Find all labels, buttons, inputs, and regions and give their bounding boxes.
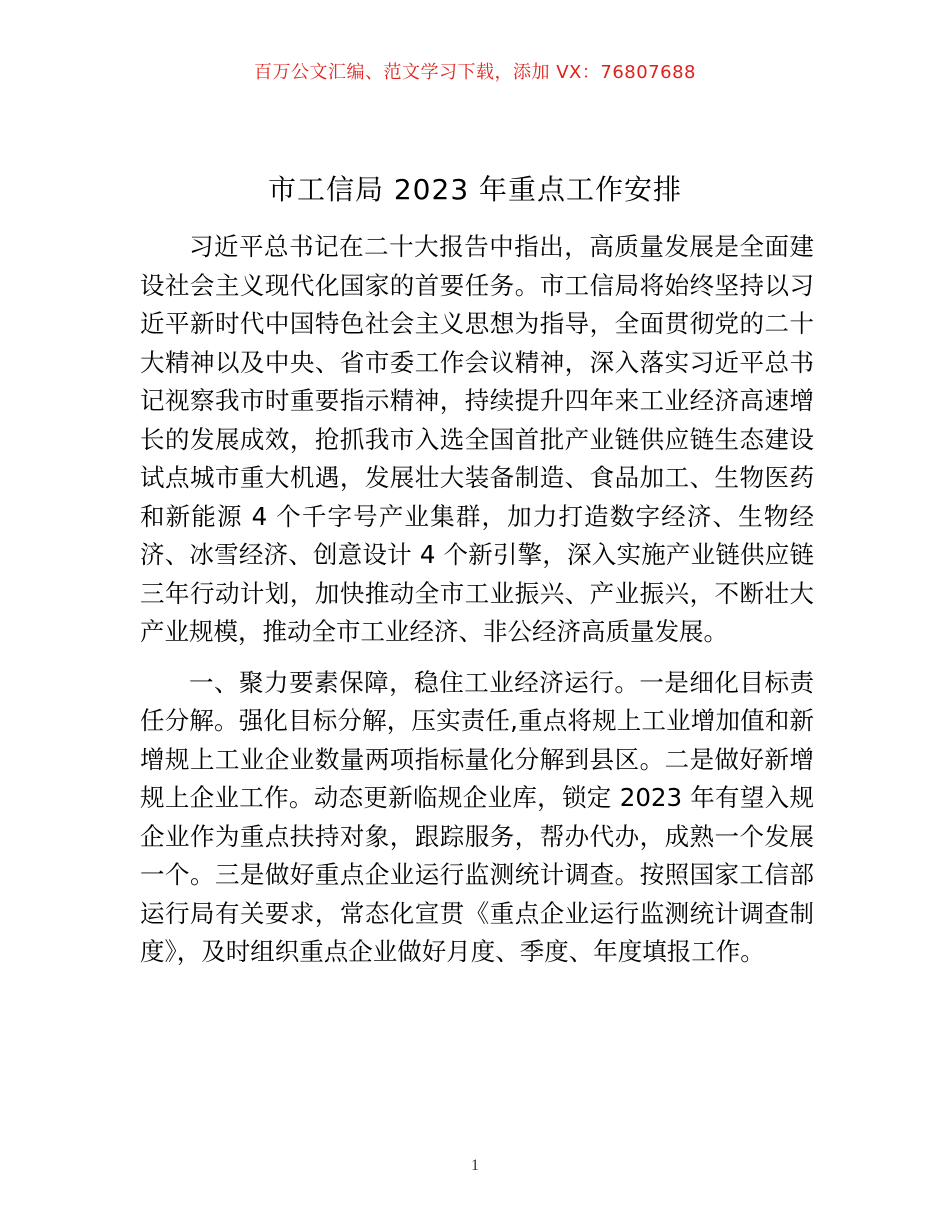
page-number: 1	[471, 1157, 479, 1174]
document-title: 市工信局 2023 年重点工作安排	[267, 173, 683, 206]
promo-banner: 百万公文汇编、范文学习下载，添加 VX：76807688	[254, 62, 696, 83]
document-body	[140, 228, 814, 972]
paragraph-section-one: 一、聚力要素保障，稳住工业经济运行。一是细化目标责任分解。强化目标分解，压实责任,重点将规上工业增加值和新增规上工业企业数量两项指标量化分解到县区。二是做好新增规上企业工作。动态更新临规企业库，锁定 2023 年有望入规企业作为重点扶持对象，跟踪服务，帮办代办，成熟一个发展一个。三是做好重点企业运行监测统计调查。按照国家工信部运行局有关要求，常态化宣贯《重点企业运行监测统计调查制度》，及时组织重点企业做好月度、季度、年度填报工作。	[140, 667, 814, 966]
paragraph-intro: 习近平总书记在二十大报告中指出，高质量发展是全面建设社会主义现代化国家的首要任务。市工信局将始终坚持以习近平新时代中国特色社会主义思想为指导，全面贯彻党的二十大精神以及中央、省市委工作会议精神，深入落实习近平总书记视察我市时重要指示精神，持续提升四年来工业经济高速增长的发展成效，抢抓我市入选全国首批产业链供应链生态建设试点城市重大机遇，发展壮大装备制造、食品加工、生物医药和新能源 4 个千字号产业集群，加力打造数字经济、生物经济、冰雪经济、创意设计 4 个新引擎，深入实施产业链供应链三年行动计划，加快推动全市工业振兴、产业振兴，不断壮大产业规模，推动全市工业经济、非公经济高质量发展。	[140, 232, 814, 646]
